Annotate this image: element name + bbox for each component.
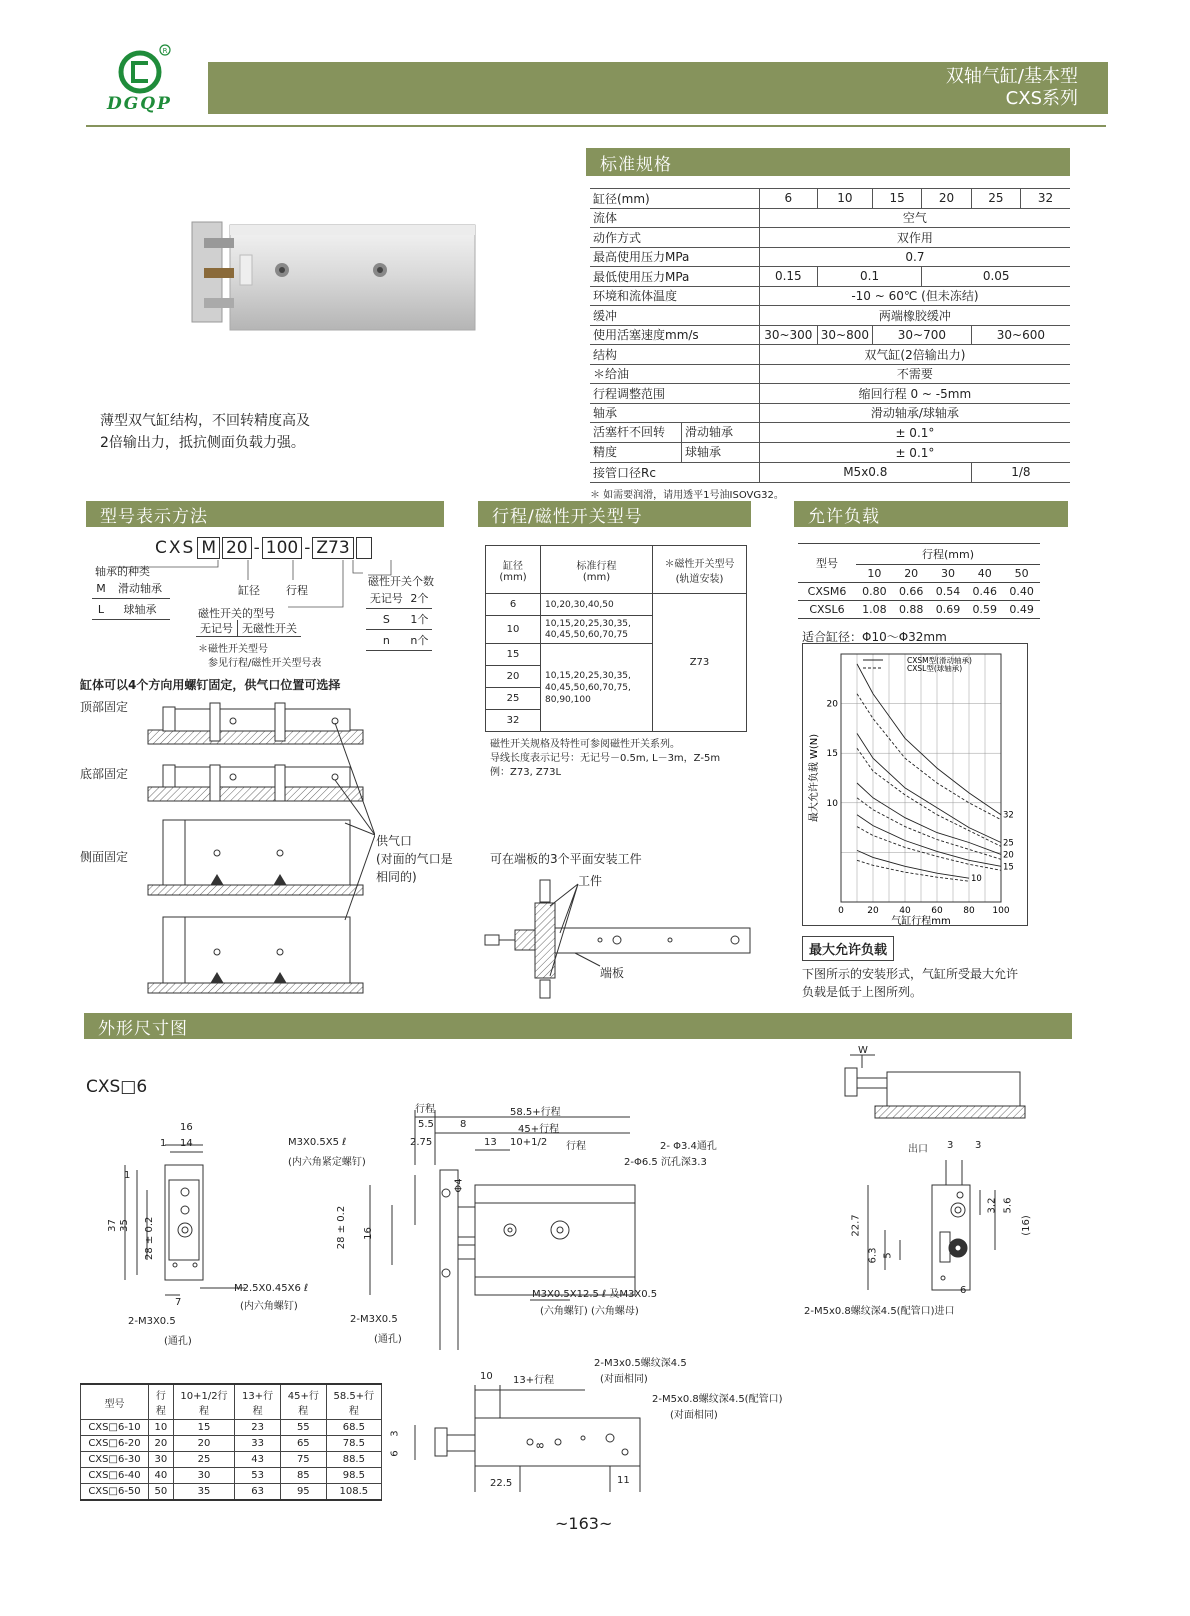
load-stroke: 20 — [893, 565, 930, 583]
dim-stroke: 行程 — [415, 1104, 435, 1115]
dim-m5-in: 2-M5x0.8螺纹深4.5(配管口)进口 — [804, 1306, 955, 1317]
series-label-10: 10 — [971, 874, 982, 885]
dims-cell: 20 — [173, 1436, 234, 1452]
mounting-drawings — [145, 695, 375, 1005]
intro-line-2: 2倍输出力，抵抗侧面负载力强。 — [100, 435, 305, 451]
dims-cell: 50 — [149, 1484, 174, 1501]
nonrot-label-2: 精度 — [590, 443, 682, 462]
code-dash-1: - — [253, 538, 260, 558]
dims-cell: 108.5 — [326, 1484, 381, 1501]
code-bore: 20 — [222, 537, 252, 559]
nonrot-label-1: 活塞杆不回转 — [593, 425, 666, 439]
spec-value: 双作用 — [759, 228, 1070, 248]
port-note-2: (对面的气口是 — [376, 852, 453, 866]
dim-phi4: Φ4 — [453, 1178, 465, 1193]
spec-value: 不需要 — [759, 364, 1070, 384]
mount-bottom-label: 底部固定 — [80, 767, 129, 781]
dims-cell: 85 — [280, 1468, 326, 1484]
max-load-text-2: 负载是低于上图所列。 — [802, 985, 923, 999]
switch-none-code: 无记号 — [196, 620, 238, 636]
applicable-bores: 适合缸径：Φ10～Φ32mm — [802, 630, 947, 644]
dim-b10: 10 — [480, 1371, 493, 1382]
dim-m3x05: M3X0.5X5 ℓ — [288, 1137, 347, 1148]
dim-28b: 28 ± 0.2 — [336, 1205, 348, 1250]
load-value: 0.69 — [930, 601, 967, 619]
dim-bm5b: (对面相同) — [670, 1410, 718, 1421]
spec-table — [590, 188, 1070, 501]
count-text: 1个 — [407, 609, 432, 630]
port-view-drawing — [850, 1150, 1000, 1305]
dim-6-3: 6.3 — [867, 1247, 879, 1264]
dim-m3b: 2-M3X0.5 — [350, 1314, 398, 1325]
col-bore-unit: (mm) — [499, 571, 527, 583]
load-chart — [803, 644, 1029, 927]
spec-value: 30~600 — [971, 325, 1070, 345]
spec-bore-20: 20 — [922, 189, 971, 209]
spec-bore-15: 15 — [873, 189, 922, 209]
dims-cell: 25 — [173, 1452, 234, 1468]
load-value: 0.59 — [966, 601, 1003, 619]
dim-35: 35 — [118, 1219, 130, 1232]
header-rule — [86, 125, 1106, 127]
dim-bm3b: (对面相同) — [600, 1374, 648, 1385]
bore-cell: 32 — [486, 710, 541, 732]
load-value: 0.46 — [966, 583, 1003, 601]
spec-label: ＊给油 — [590, 364, 759, 384]
load-value: 1.08 — [856, 601, 893, 619]
dims-col: 行程 — [149, 1384, 174, 1420]
load-value: 0.40 — [1003, 583, 1040, 601]
dim-m3ab: (通孔) — [164, 1336, 192, 1347]
legend-label: CXSM型(滑动轴承) — [907, 656, 972, 665]
dims-cell: 15 — [173, 1420, 234, 1436]
port-note — [376, 832, 453, 886]
load-table — [798, 543, 1040, 619]
switch-note-b: 导线长度表示记号：无记号－0.5m, L－3m，Z-5m — [490, 753, 721, 764]
intro-line-1: 薄型双气缸结构，不回转精度高及 — [100, 413, 310, 429]
spec-bore-label: 缸径(mm) — [590, 189, 759, 209]
bore-label: 缸径 — [238, 584, 260, 597]
spec-label: 动作方式 — [590, 228, 759, 248]
x-tick-label: 20 — [867, 906, 879, 916]
switch-type-label: 磁性开关的型号 — [198, 607, 275, 620]
dim-16: 16 — [180, 1122, 193, 1133]
switch-note-a: 磁性开关规格及特性可参阅磁性开关系列。 — [490, 739, 680, 750]
bottom-view-drawing — [410, 1380, 650, 1495]
dim-b8: 8 — [535, 1442, 547, 1449]
col-bore — [486, 546, 541, 594]
dims-cell: 30 — [173, 1468, 234, 1484]
nonrot-cell — [590, 423, 759, 443]
bearing-type-label: 轴承的种类 — [95, 565, 150, 578]
series-line-20-solid — [857, 783, 1001, 854]
series-label-25: 25 — [1003, 838, 1014, 849]
dim-5-5: 5.5 — [418, 1119, 434, 1130]
switch-note-c: 例：Z73, Z73L — [490, 767, 562, 778]
dims-col: 45+行程 — [280, 1384, 326, 1420]
bore-cell: 20 — [486, 666, 541, 688]
bore-cell: 10 — [486, 616, 541, 644]
port-note-3: 相同的) — [376, 870, 417, 884]
mount-side-label: 侧面固定 — [80, 850, 129, 864]
dims-model-title: CXS□6 — [86, 1077, 148, 1097]
load-heading: 允许负载 — [794, 501, 1068, 527]
dims-col: 58.5+行程 — [326, 1384, 381, 1420]
spec-value: 滑动轴承/球轴承 — [759, 403, 1070, 423]
dims-cell: CXS□6-20 — [81, 1436, 149, 1452]
count-text: 2个 — [407, 588, 432, 609]
spec-value: 30~300 — [759, 325, 817, 345]
col-switch-sub: (轨道安装) — [675, 573, 724, 585]
spec-value: ± 0.1° — [759, 423, 1070, 443]
dims-cell: CXS□6-50 — [81, 1484, 149, 1501]
stroke-label: 行程 — [286, 584, 308, 597]
dims-cell: 98.5 — [326, 1468, 381, 1484]
dims-cell: 68.5 — [326, 1420, 381, 1436]
dims-cell: 43 — [235, 1452, 281, 1468]
end-plate-drawing — [480, 878, 755, 1003]
x-axis-label: 气缸行程mm — [891, 916, 951, 927]
spec-value: 30~800 — [817, 325, 872, 345]
col-switch — [653, 546, 747, 594]
switch-note-1: ＊磁性开关型号 — [198, 644, 268, 655]
dim-6: 6 — [960, 1285, 967, 1296]
nonrot-cell-2 — [590, 443, 759, 463]
bearing-text: 滑动轴承 — [110, 578, 170, 599]
stroke-cell: 10,15,20,25,30,35, 40,45,50,60,70,75 — [541, 616, 653, 644]
series-line-10-solid — [857, 850, 969, 878]
plate-title: 可在端板的3个平面安装工件 — [490, 852, 642, 866]
spec-label: 最高使用压力MPa — [590, 247, 759, 267]
workpiece-label: 工件 — [578, 874, 603, 888]
dims-cell: 53 — [235, 1468, 281, 1484]
dim-m3x125: M3X0.5X12.5 ℓ 及M3X0.5 — [532, 1289, 658, 1300]
dim-b11: 11 — [617, 1475, 630, 1486]
legend-label: CXSL型(球轴承) — [907, 664, 963, 673]
stroke-cell: 10,15,20,25,30,35, 40,45,50,60,70,75, 80,90,100 — [541, 644, 653, 732]
load-stroke: 10 — [856, 565, 893, 583]
stroke-switch-heading: 行程/磁性开关型号 — [478, 501, 751, 527]
dim-5: 5 — [882, 1252, 894, 1259]
count-text: n个 — [407, 630, 432, 651]
bearing-code: M — [92, 578, 110, 599]
load-chart-frame — [802, 643, 1028, 926]
spec-value: 双气缸(2倍输出力) — [759, 345, 1070, 365]
code-dash-2: - — [304, 538, 311, 558]
bearing-code: L — [92, 599, 110, 620]
spec-label: 缓冲 — [590, 306, 759, 326]
spec-bore-25: 25 — [971, 189, 1020, 209]
series-line-10-dashed — [857, 860, 969, 881]
dims-cell: 75 — [280, 1452, 326, 1468]
switch-notes — [490, 738, 720, 780]
bore-cell: 15 — [486, 644, 541, 666]
load-model-col: 型号 — [798, 544, 856, 583]
dim-b3: 3 — [389, 1430, 401, 1437]
dim-10-half: 10+1/2 — [510, 1137, 548, 1148]
spec-label: 结构 — [590, 345, 759, 365]
series-label-20: 20 — [1003, 850, 1014, 861]
nonrot-label — [590, 423, 682, 442]
dims-col: 13+行程 — [235, 1384, 281, 1420]
dim-m25b: (内六角螺钉) — [240, 1301, 298, 1312]
dim-37: 37 — [106, 1219, 118, 1232]
dim-bm5: 2-M5x0.8螺纹深4.5(配管口) — [652, 1394, 783, 1405]
spec-value: 1/8 — [971, 463, 1070, 483]
y-tick-label: 10 — [826, 798, 838, 809]
max-load-text — [802, 965, 1018, 1001]
dim-28: 28 ± 0.2 — [144, 1216, 155, 1260]
spec-value: 0.1 — [817, 267, 922, 287]
load-value: 0.80 — [856, 583, 893, 601]
dims-table — [80, 1383, 382, 1501]
y-tick-label: 15 — [826, 749, 838, 760]
spec-label: 接管口径Rc — [590, 463, 759, 483]
load-value: 0.49 — [1003, 601, 1040, 619]
dim-16b: 16 — [362, 1227, 374, 1240]
spec-value: 30~700 — [873, 325, 972, 345]
count-code: 无记号 — [366, 588, 407, 609]
code-prefix: CXS — [155, 538, 196, 558]
spec-value: 缩回行程 0 ~ -5mm — [759, 384, 1070, 404]
product-photo — [190, 220, 480, 340]
dims-cell: 20 — [149, 1436, 174, 1452]
code-stroke: 100 — [262, 537, 302, 559]
dim-8: 8 — [460, 1119, 467, 1130]
dim-phi34: 2- Φ3.4通孔 — [660, 1141, 717, 1152]
dim-3b: 3 — [975, 1140, 982, 1151]
x-tick-label: 60 — [931, 906, 943, 916]
switch-count-label: 磁性开关个数 — [368, 575, 434, 588]
model-heading: 型号表示方法 — [86, 501, 444, 527]
ball-label: 球轴承 — [685, 445, 722, 459]
page-number: ~163~ — [555, 1514, 613, 1533]
code-switch: Z73 — [312, 537, 353, 559]
dims-cell: 30 — [149, 1452, 174, 1468]
page-title — [946, 66, 1078, 110]
title-line-2: CXS系列 — [1005, 88, 1078, 109]
dim-w: W — [858, 1045, 868, 1056]
spec-label: 流体 — [590, 208, 759, 228]
series-label-32: 32 — [1003, 810, 1014, 821]
w-load-drawing — [840, 1050, 1030, 1120]
spec-value: 空气 — [759, 208, 1070, 228]
y-tick-label: 20 — [826, 699, 838, 710]
dims-cell: 55 — [280, 1420, 326, 1436]
series-line-32-solid — [857, 664, 1001, 815]
spec-value: 0.15 — [759, 267, 817, 287]
spec-value: ± 0.1° — [759, 443, 1070, 463]
spec-note: ＊ 如需要润滑，请用透平1号油ISOVG32。 — [590, 489, 784, 501]
col-stroke-title: 标准行程 — [576, 560, 617, 572]
switch-none-text: 无磁性开关 — [242, 622, 297, 635]
spec-bore-10: 10 — [817, 189, 872, 209]
bearing-text: 球轴承 — [110, 599, 170, 620]
switch-model-cell: Z73 — [653, 594, 747, 732]
dim-m25: M2.5X0.45X6 ℓ — [234, 1283, 309, 1294]
header-bar — [208, 62, 1108, 114]
dims-cell: 10 — [149, 1420, 174, 1436]
stroke-cell: 10,20,30,40,50 — [541, 594, 653, 616]
spec-value: 两端橡胶缓冲 — [759, 306, 1070, 326]
dims-col: 10+1/2行程 — [173, 1384, 234, 1420]
dim-stroke-2: 行程 — [566, 1141, 586, 1152]
load-stroke: 30 — [930, 565, 967, 583]
dim-outlet: 出口 — [908, 1144, 928, 1155]
spec-value: -10 ~ 60℃ (但未冻结) — [759, 286, 1070, 306]
x-tick-label: 40 — [899, 906, 911, 916]
stroke-switch-table — [485, 545, 747, 732]
series-label-15: 15 — [1003, 862, 1014, 873]
dim-3-2: 3.2 — [986, 1197, 998, 1214]
load-stroke: 40 — [966, 565, 1003, 583]
title-line-1: 双轴气缸/基本型 — [945, 66, 1078, 87]
dims-cell: 33 — [235, 1436, 281, 1452]
x-tick-label: 80 — [963, 906, 975, 916]
dims-cell: 88.5 — [326, 1452, 381, 1468]
load-stroke: 50 — [1003, 565, 1040, 583]
end-plate-label: 端板 — [600, 966, 625, 980]
dims-cell: 95 — [280, 1484, 326, 1501]
model-code-leaders — [88, 555, 448, 635]
dim-b13: 13+行程 — [513, 1375, 555, 1386]
code-m: M — [197, 537, 220, 559]
dim-5-6: 5.6 — [1002, 1197, 1014, 1214]
dim-m3x125b: (六角螺钉) (六角螺母) — [540, 1306, 639, 1317]
dim-14: 14 — [180, 1138, 193, 1149]
max-load-text-1: 下图所示的安装形式，气缸所受最大允许 — [802, 967, 1019, 981]
dim-1b: 1 — [124, 1170, 131, 1181]
max-load-title: 最大允许负载 — [802, 936, 894, 961]
dim-22-7: 22.7 — [850, 1214, 862, 1237]
logo-text: DGQP — [107, 94, 172, 114]
brand-logo — [95, 40, 190, 120]
bore-cell: 25 — [486, 688, 541, 710]
dims-cell: 78.5 — [326, 1436, 381, 1452]
svg-text:R: R — [162, 47, 168, 55]
spec-value: 0.7 — [759, 247, 1070, 267]
spec-bore-6: 6 — [759, 189, 817, 209]
spec-value: M5x0.8 — [759, 463, 971, 483]
dim-2-75: 2.75 — [410, 1137, 433, 1148]
spec-label: 轴承 — [590, 403, 759, 423]
load-value: 0.54 — [930, 583, 967, 601]
dims-col: 型号 — [81, 1384, 149, 1420]
load-value: 0.88 — [893, 601, 930, 619]
dims-cell: 63 — [235, 1484, 281, 1501]
load-model: CXSL6 — [798, 601, 856, 619]
spec-label: 行程调整范围 — [590, 384, 759, 404]
y-axis-label: 最大允许负载 W(N) — [809, 733, 820, 823]
dim-7: 7 — [175, 1297, 182, 1308]
dim-m3a: 2-M3X0.5 — [128, 1316, 176, 1327]
load-model: CXSM6 — [798, 583, 856, 601]
spec-value: 0.05 — [922, 267, 1070, 287]
dim-b6: 6 — [389, 1450, 401, 1457]
dims-cell: CXS□6-10 — [81, 1420, 149, 1436]
dim-phi65: 2-Φ6.5 沉孔深3.3 — [624, 1157, 707, 1168]
dims-cell: CXS□6-30 — [81, 1452, 149, 1468]
col-stroke — [541, 546, 653, 594]
dims-heading: 外形尺寸图 — [84, 1013, 1072, 1039]
x-tick-label: 0 — [838, 906, 844, 916]
series-line-25-solid — [857, 733, 1001, 842]
spec-label: 使用活塞速度mm/s — [590, 325, 759, 345]
col-stroke-unit: (mm) — [582, 571, 611, 583]
dim-m3bb: (通孔) — [374, 1334, 402, 1345]
dims-cell: 40 — [149, 1468, 174, 1484]
dim-m3x05b: (内六角紧定螺钉) — [288, 1157, 366, 1168]
x-tick-label: 100 — [992, 906, 1010, 916]
slide-label: 滑动轴承 — [685, 425, 734, 439]
dim-58-5: 58.5+行程 — [510, 1107, 561, 1118]
dim-13: 13 — [484, 1137, 497, 1148]
dim-b22-5: 22.5 — [490, 1478, 513, 1489]
mount-top-label: 顶部固定 — [80, 700, 129, 714]
load-stroke-col: 行程(mm) — [856, 544, 1040, 565]
dims-cell: 35 — [173, 1484, 234, 1501]
dim-16p: (16) — [1020, 1215, 1032, 1236]
load-value: 0.66 — [893, 583, 930, 601]
count-code: n — [366, 630, 407, 651]
dim-3a: 3 — [947, 1140, 954, 1151]
dims-cell: CXS□6-40 — [81, 1468, 149, 1484]
dim-1a: 1 — [160, 1138, 167, 1149]
dim-45: 45+行程 — [518, 1124, 560, 1135]
count-code: S — [366, 609, 407, 630]
mounting-title: 缸体可以4个方向用螺钉固定，供气口位置可选择 — [80, 678, 341, 692]
intro-text — [100, 410, 310, 454]
dim-bm3: 2-M3x0.5螺纹深4.5 — [594, 1358, 687, 1369]
spec-heading: 标准规格 — [586, 148, 1070, 176]
col-bore-title: 缸径 — [503, 560, 523, 572]
dims-cell: 23 — [235, 1420, 281, 1436]
col-switch-title: ＊磁性开关型号 — [664, 558, 735, 570]
spec-label: 环境和流体温度 — [590, 286, 759, 306]
spec-bore-32: 32 — [1021, 189, 1070, 209]
switch-note-2: 参见行程/磁性开关型号表 — [208, 658, 322, 669]
dims-cell: 65 — [280, 1436, 326, 1452]
bore-cell: 6 — [486, 594, 541, 616]
port-note-1: 供气口 — [376, 834, 413, 848]
spec-label: 最低使用压力MPa — [590, 267, 759, 287]
